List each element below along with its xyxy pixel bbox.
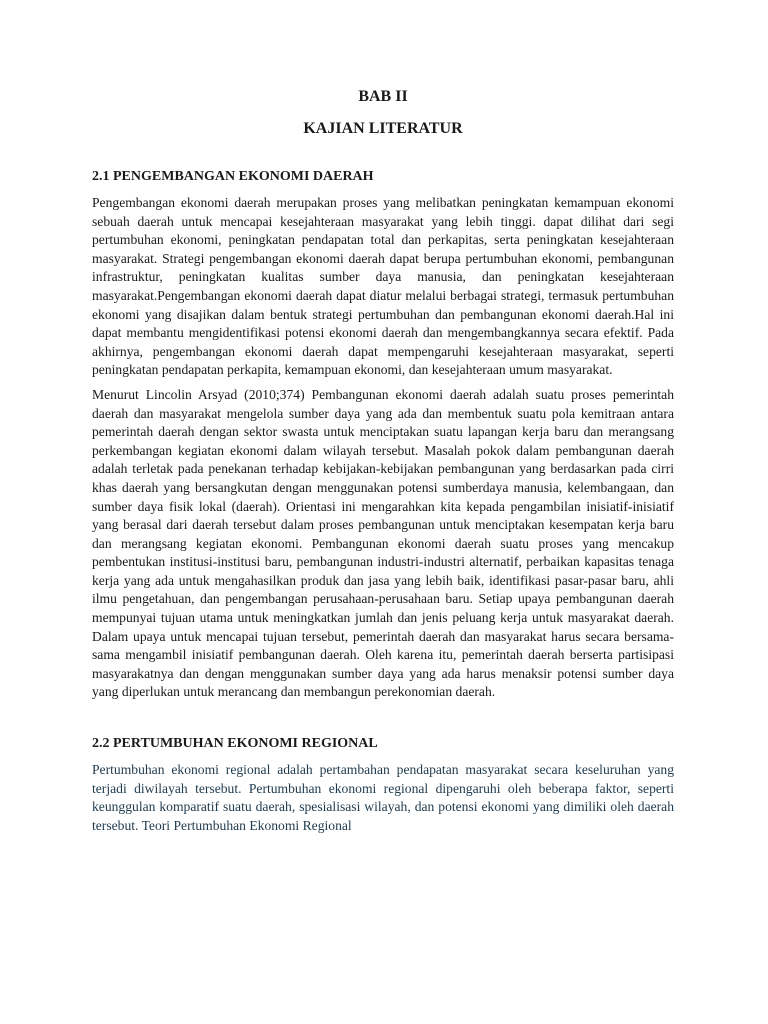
- paragraph-2-2-a: Pertumbuhan ekonomi regional adalah pertambahan pendapatan masyarakat secara keseluruhan yang terjadi diwilayah tersebut. Pertumbuhan ekonomi regional dipengaruhi oleh beberapa faktor, seperti keunggulan komparatif suatu daerah, spesialisasi wilayah, dan potensi ekonomi yang dimiliki oleh daerah tersebut. Teori Pertumbuhan Ekonomi Regional: [92, 762, 674, 833]
- paragraph-2-1-b: Menurut Lincolin Arsyad (2010;374) Pembangunan ekonomi daerah adalah suatu proses pemerintah daerah dan masyarakat mengelola sumber daya yang ada dan membentuk suatu pola kemitraan antara pemerintah daerah dengan sektor swasta untuk menciptakan suatu lapangan kerja baru dan merangsang perkembangan kegiatan ekonomi dalam wilayah tersebut. Masalah pokok dalam pembangunan daerah adalah terletak pada penekanan terhadap kebijakan-kebijakan pembangunan yang berdasarkan pada cirri khas daerah yang bersangkutan dengan menggunakan potensi sumberdaya manusia, kelembangaan, dan sumber daya fisik lokal (daerah). Orientasi ini mengarahkan kita kepada pengambilan inisiatif-inisiatif yang berasal dari daerah tersebut dalam proses pembangunan untuk menciptakan kesempatan kerja baru dan merangsang kegiatan ekonomi. Pembangunan ekonomi daerah suatu proses yang mencakup pembentukan institusi-institusi baru, pembangunan industri-industri alternatif, perbaikan kapasitas tenaga kerja yang ada untuk mengahasilkan produk dan jasa yang lebih baik, identifikasi pasar-pasar baru, ahli ilmu pengetahuan, dan pengembangan perusahaan-perusahaan baru. Setiap upaya pembangunan daerah mempunyai tujuan utama untuk meningkatkan jumlah dan jenis peluang kerja untuk masyarakat daerah. Dalam upaya untuk mencapai tujuan tersebut, pemerintah daerah dan masyarakat harus secara bersama-sama mengambil inisiatif pembangunan daerah. Oleh karena itu, pemerintah daerah berserta partisipasi masyarakatnya dan dengan menggunakan sumber daya yang ada harus menaksir potensi sumber daya yang diperlukan untuk merancang dan membangun perekonomian daerah.: [92, 386, 674, 700]
- section-heading-2-1: 2.1 PENGEMBANGAN EKONOMI DAERAH: [92, 169, 374, 184]
- paragraph-2-1-a: Pengembangan ekonomi daerah merupakan proses yang melibatkan peningkatan kemampuan ekonomi sebuah daerah untuk mencapai kesejahteraan masyarakat yang lebih tinggi. dapat dilihat dari segi pertumbuhan ekonomi, peningkatan pendapatan total dan perkapitas, serta peningkatan kesejahteraan masyarakat. Strategi pengembangan ekonomi daerah dapat berupa pertumbuhan ekonomi, pembangunan infrastruktur, peningkatan kualitas sumber daya manusia, dan peningkatan kesejahteraan masyarakat.Pengembangan ekonomi daerah dapat diatur melalui berbagai strategi, termasuk pertumbuhan ekonomi yang disajikan dalam bentuk strategi pertumbuhan dan pembangunan ekonomi daerah.Hal ini dapat membantu mengidentifikasi potensi ekonomi daerah dan mengembangkannya secara efektif. Pada akhirnya, pengembangan ekonomi daerah dapat mempengaruhi kesejahteraan masyarakat, seperti peningkatan pendapatan perkapita, kemampuan ekonomi, dan kesejahteraan umum masyarakat.: [92, 195, 674, 378]
- section-heading-2-2: 2.2 PERTUMBUHAN EKONOMI REGIONAL: [92, 736, 378, 752]
- document-page: [92, 86, 674, 835]
- chapter-title: KAJIAN LITERATUR: [303, 120, 463, 137]
- chapter-number: BAB II: [358, 88, 408, 105]
